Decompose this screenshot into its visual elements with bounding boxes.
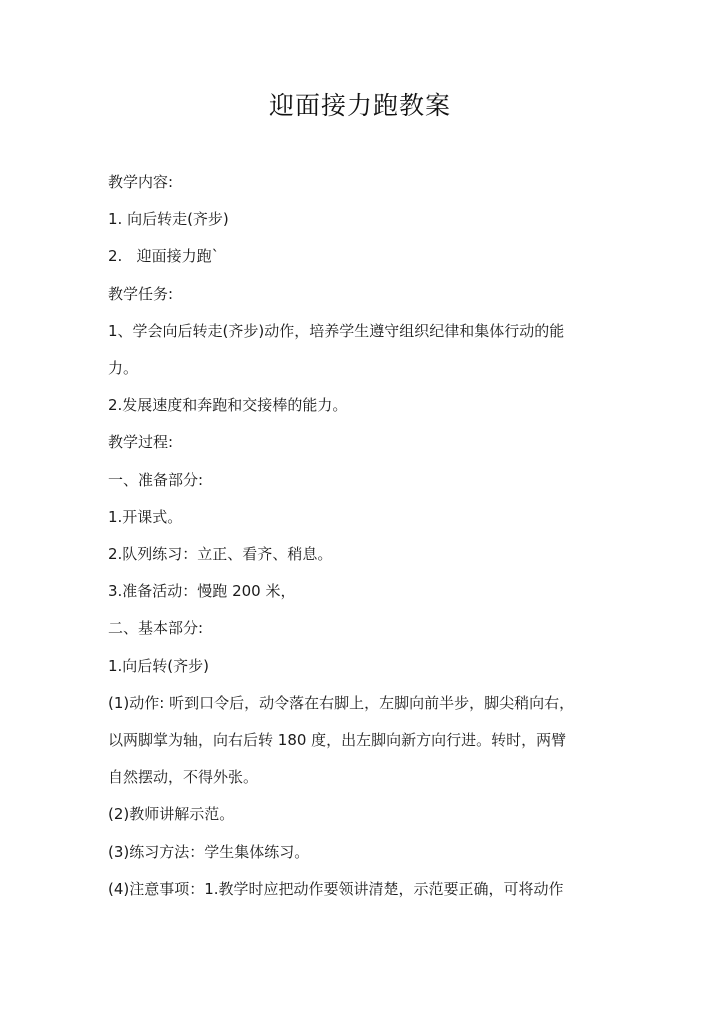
prep-step-3: 3.准备活动：慢跑 200 米， bbox=[108, 582, 296, 601]
prep-step-1: 1.开课式。 bbox=[108, 507, 183, 526]
content-item-2: 2. 迎面接力跑` bbox=[108, 247, 220, 266]
content-item-1: 1. 向后转走(齐步) bbox=[108, 210, 229, 229]
action-line-2: 以两脚掌为轴，向右后转 180 度，出左脚向新方向行进。转时，两臂 bbox=[108, 731, 567, 750]
document-body bbox=[108, 164, 608, 908]
prep-step-2: 2.队列练习：立正、看齐、稍息。 bbox=[108, 545, 333, 564]
task-item-1-line-1: 1、学会向后转走(齐步)动作，培养学生遵守组织纪律和集体行动的能 bbox=[108, 321, 565, 340]
section-heading-process: 教学过程: bbox=[108, 433, 174, 452]
document-title: 迎面接力跑教案 bbox=[268, 91, 451, 120]
demo-line: (2)教师讲解示范。 bbox=[108, 805, 235, 824]
practice-method-line: (3)练习方法：学生集体练习。 bbox=[108, 842, 310, 861]
part-heading-basic: 二、基本部分: bbox=[108, 619, 204, 638]
action-line-1: (1)动作: 听到口令后，动令落在右脚上，左脚向前半步，脚尖稍向右， bbox=[108, 693, 575, 712]
action-line-3: 自然摆动，不得外张。 bbox=[108, 768, 259, 787]
task-item-2: 2.发展速度和奔跑和交接棒的能力。 bbox=[108, 396, 348, 415]
part-heading-preparation: 一、准备部分: bbox=[108, 470, 204, 489]
section-heading-tasks: 教学任务: bbox=[108, 284, 174, 303]
notes-line: (4)注意事项：1.教学时应把动作要领讲清楚，示范要正确，可将动作 bbox=[108, 879, 564, 898]
task-item-1-line-2: 力。 bbox=[108, 359, 139, 378]
basic-step-1: 1.向后转(齐步) bbox=[108, 656, 210, 675]
section-heading-content: 教学内容: bbox=[108, 173, 174, 191]
